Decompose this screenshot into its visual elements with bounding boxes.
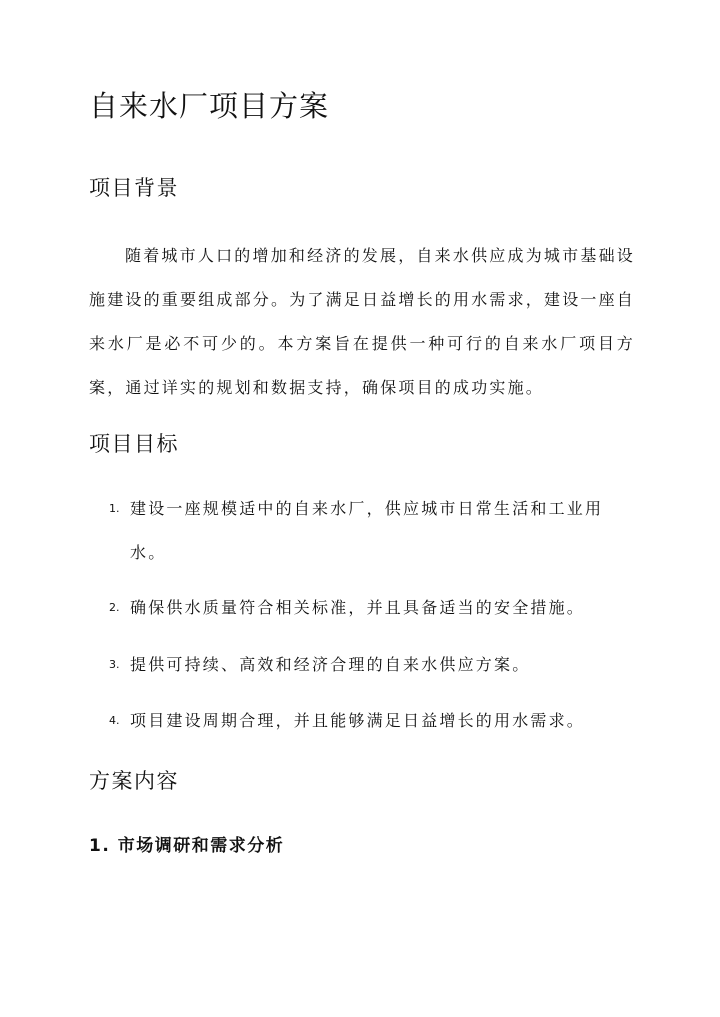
list-item-number: 4.: [109, 714, 120, 727]
section-heading-background: 项目背景: [89, 176, 179, 200]
list-item-text: 项目建设周期合理，并且能够满足日益增长的用水需求。: [130, 711, 586, 730]
subsection-heading-market-research: 1. 市场调研和需求分析: [89, 836, 285, 856]
list-item-number: 2.: [109, 601, 120, 614]
list-item-number: 3.: [109, 658, 120, 671]
background-paragraph: 随着城市人口的增加和经济的发展，自来水供应成为城市基础设施建设的重要组成部分。为了满足日益增长的用水需求，建设一座自来水厂是必不可少的。本方案旨在提供一种可行的自来水厂项目方案，通过详实的规划和数据支持，确保项目的成功实施。: [89, 246, 636, 397]
document-title: 自来水厂项目方案: [89, 89, 330, 123]
list-item-text: 提供可持续、高效和经济合理的自来水供应方案。: [130, 655, 531, 674]
section-heading-goals: 项目目标: [89, 432, 179, 456]
list-item-text: 确保供水质量符合相关标准，并且具备适当的安全措施。: [130, 598, 586, 617]
list-item-text: 建设一座规模适中的自来水厂，供应城市日常生活和工业用水。: [130, 499, 604, 562]
list-item-number: 1.: [109, 502, 120, 515]
section-heading-content: 方案内容: [89, 769, 179, 793]
